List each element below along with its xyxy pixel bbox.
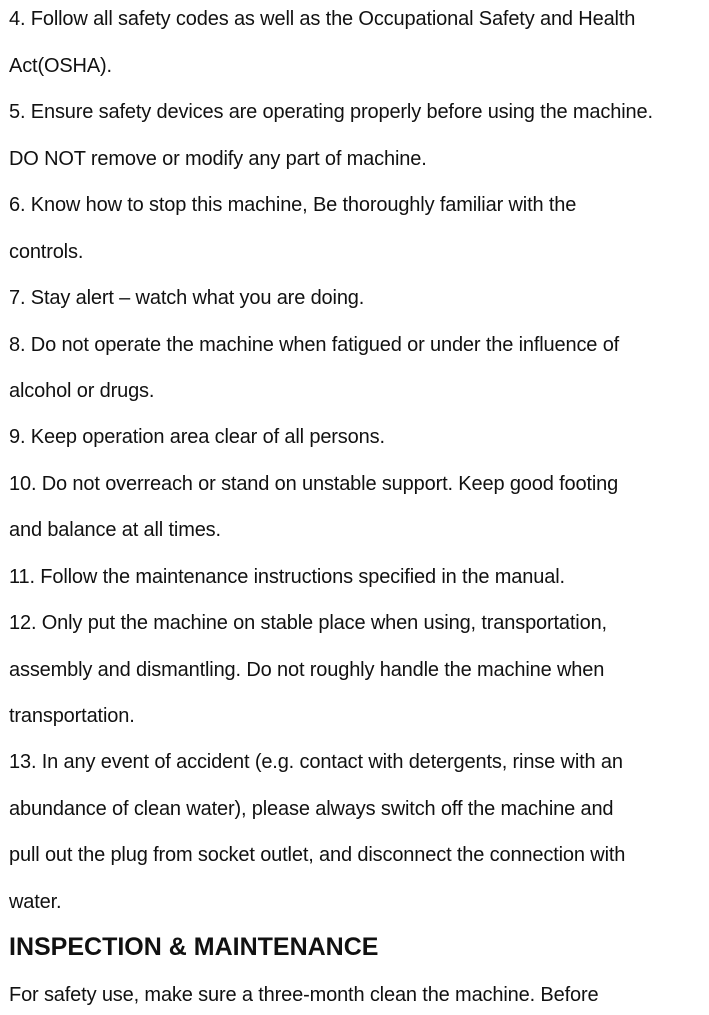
text-line: 6. Know how to stop this machine, Be thoroughly familiar with the (9, 194, 577, 216)
text-line: controls. (9, 241, 84, 263)
text-line: 7. Stay alert – watch what you are doing. (9, 287, 365, 309)
text-line: abundance of clean water), please always switch off the machine and (9, 798, 614, 820)
text-line: and balance at all times. (9, 519, 221, 541)
text-line: 5. Ensure safety devices are operating properly before using the machine. (9, 101, 653, 123)
text-line: water. (9, 891, 62, 913)
text-line: pull out the plug from socket outlet, and disconnect the connection with (9, 844, 626, 866)
text-line: 11. Follow the maintenance instructions specified in the manual. (9, 566, 565, 588)
text-line: DO NOT remove or modify any part of machine. (9, 148, 427, 170)
text-line: 12. Only put the machine on stable place when using, transportation, (9, 612, 607, 634)
text-line: assembly and dismantling. Do not roughly handle the machine when (9, 659, 605, 681)
text-line: 4. Follow all safety codes as well as the Occupational Safety and Health (9, 8, 636, 30)
text-line: 10. Do not overreach or stand on unstable support. Keep good footing (9, 473, 619, 495)
text-line: transportation. (9, 705, 135, 727)
section-paragraph: For safety use, make sure a three-month clean the machine. Before (9, 984, 599, 1006)
text-line: 9. Keep operation area clear of all persons. (9, 426, 385, 448)
text-line: alcohol or drugs. (9, 380, 155, 402)
text-line: 8. Do not operate the machine when fatigued or under the influence of (9, 334, 620, 356)
text-line: Act(OSHA). (9, 55, 112, 77)
text-line: 13. In any event of accident (e.g. contact with detergents, rinse with an (9, 751, 623, 773)
section-heading: INSPECTION & MAINTENANCE (9, 933, 379, 961)
